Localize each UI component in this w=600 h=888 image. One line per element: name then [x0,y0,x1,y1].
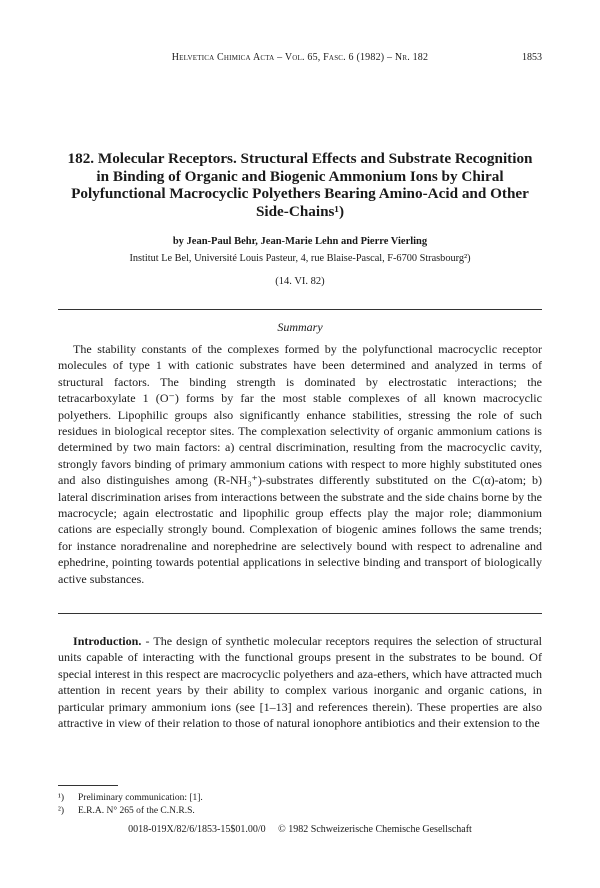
article-title: 182. Molecular Receptors. Structural Effects and Substrate Recognition in Binding of Organic and Biogenic Ammonium Ions by Chiral Polyfunctional Macrocyclic Polyethers Bearing Amino-Acid and Other Side-Chains¹) [67,150,533,220]
summary-bottom-rule [58,613,542,614]
running-header [0,52,600,66]
introduction-paragraph [58,633,542,731]
footnote-mark: ¹) [58,793,65,803]
footnote-text: Preliminary communication: [1]. [78,793,203,803]
footnote-mark: ²) [58,806,65,816]
journal-citation: Helvetica Chimica Acta – Vol. 65, Fasc. 6 (1982) – Nr. 182 [171,52,429,63]
footnote-2 [58,805,542,818]
introduction-heading: Introduction. [73,634,142,648]
footnotes [58,792,542,818]
page-number: 1853 [522,52,542,63]
footnote-rule [58,785,118,786]
copyright-line: 0018-019X/82/6/1853-15$01.00/0 © 1982 Schweizerische Chemische Gesellschaft [128,824,472,835]
introduction-text: - The design of synthetic molecular receptors requires the selection of structural units capable of interacting with the functional groups present in the substrates to be bound. Of special interest in this respect are macrocyclic polyethers and aza-ethers, which have attracted much attention in recent years by their ability to complex various inorganic and organic cations, in particular primary ammonium ions (see [1–13] and references therein). These properties are also attractive in view of their relation to those of natural ionophore antibiotics and their extension to the [58,634,542,731]
footnote-1 [58,792,542,805]
received-date: (14. VI. 82) [275,276,325,287]
affiliation: Institut Le Bel, Université Louis Pasteur, 4, rue Blaise-Pascal, F-6700 Strasbourg²) [129,253,471,264]
top-rule [58,309,542,310]
footnote-text: E.R.A. N° 265 of the C.N.R.S. [78,806,195,816]
summary-text: The stability constants of the complexes formed by the polyfunctional macrocyclic receptor molecules of type 1 with cationic substrates have been determined and analyzed in terms of structural factors. The binding strength is dominated by electrostatic interactions; the tetracarboxylate 1 (O⁻) forms by far the most stable complexes of all known macrocyclic polyethers. Lipophilic groups also significantly enhance stabilities, stressing the role of such residues in biological receptor sites. The complexation selectivity of organic ammonium cations is determined by two main factors: a) central discrimination, resulting from the macrocyclic cavity, strongly favors binding of primary ammonium cations with respect to more highly substituted ones and also distinguishes among (R-NH₃⁺)-substrates differently substituted on the C(α)-atom; b) lateral discrimination arises from interactions between the substrate and the side chains borne by the macrocycle; again electrostatic and lipophilic group effects play the major role; diammonium cations are especially strongly bound. Complexation of biogenic amines follows the same trends; for instance noradrenaline and norephedrine are selectively bound with respect to adrenaline and ephedrine, pointing towards potential applications in selective binding and transport of biologically active substances. [58,342,542,586]
authors: by Jean-Paul Behr, Jean-Marie Lehn and Pierre Vierling [172,236,428,247]
summary-heading: Summary [277,320,323,334]
